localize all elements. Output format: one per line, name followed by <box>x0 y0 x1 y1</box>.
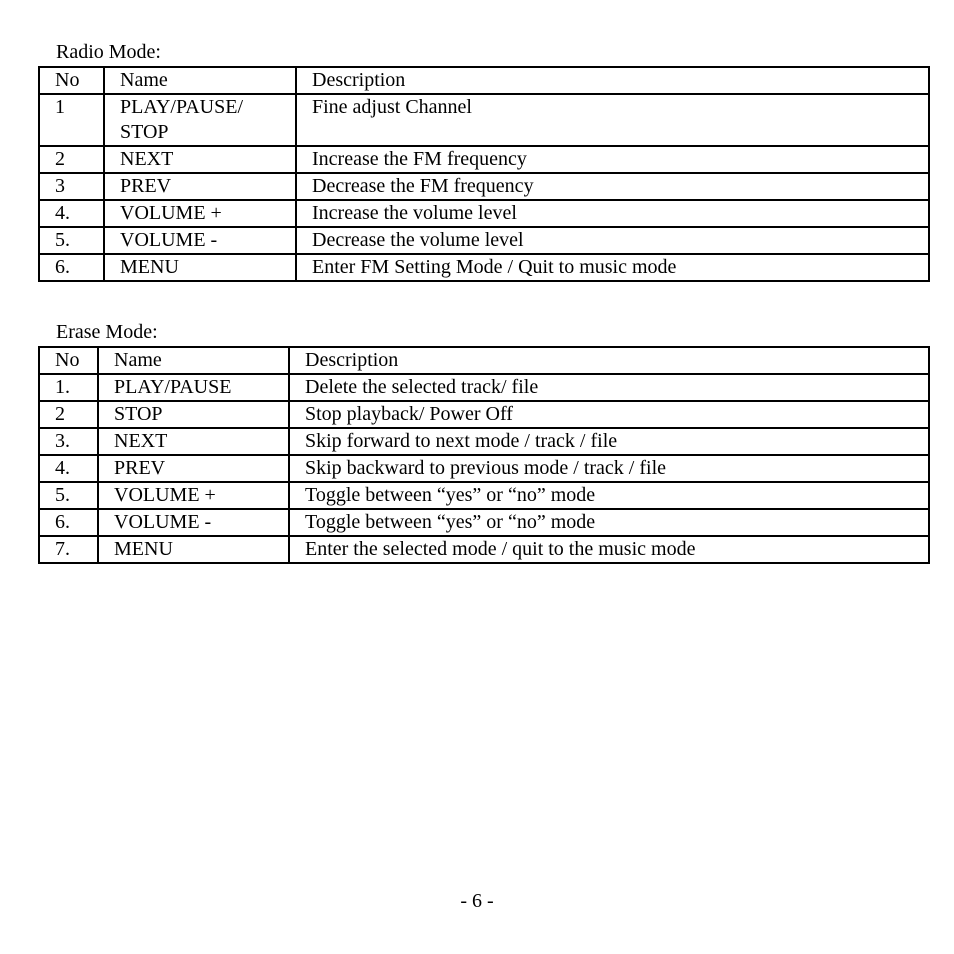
erase-mode-table <box>38 346 930 564</box>
radio-mode-title: Radio Mode: <box>56 41 161 63</box>
row-name: PREV <box>98 455 289 482</box>
row-name: MENU <box>98 536 289 563</box>
table-row <box>39 482 929 509</box>
table-row <box>39 254 929 281</box>
row-no: 3. <box>39 428 98 455</box>
row-description: Toggle between “yes” or “no” mode <box>289 482 929 509</box>
table-row <box>39 200 929 227</box>
row-name: PLAY/PAUSE <box>98 374 289 401</box>
table-row <box>39 401 929 428</box>
row-no: 6. <box>39 254 104 281</box>
table-header-row <box>39 67 929 94</box>
row-no: 7. <box>39 536 98 563</box>
header-description: Description <box>289 347 929 374</box>
header-description: Description <box>296 67 929 94</box>
table-row <box>39 146 929 173</box>
header-no: No <box>39 347 98 374</box>
row-description: Skip backward to previous mode / track / file <box>289 455 929 482</box>
table-row <box>39 428 929 455</box>
row-name: VOLUME - <box>104 227 296 254</box>
table-row <box>39 536 929 563</box>
table-row <box>39 374 929 401</box>
row-no: 6. <box>39 509 98 536</box>
row-no: 1 <box>39 94 104 146</box>
row-description: Decrease the volume level <box>296 227 929 254</box>
row-name: PLAY/PAUSE/ STOP <box>104 94 296 146</box>
row-name: PREV <box>104 173 296 200</box>
row-name: NEXT <box>104 146 296 173</box>
header-no: No <box>39 67 104 94</box>
row-description: Enter the selected mode / quit to the music mode <box>289 536 929 563</box>
row-name: VOLUME - <box>98 509 289 536</box>
row-no: 2 <box>39 146 104 173</box>
row-name: NEXT <box>98 428 289 455</box>
table-row <box>39 173 929 200</box>
row-description: Enter FM Setting Mode / Quit to music mode <box>296 254 929 281</box>
row-no: 3 <box>39 173 104 200</box>
table-row <box>39 509 929 536</box>
row-description: Increase the volume level <box>296 200 929 227</box>
row-description: Skip forward to next mode / track / file <box>289 428 929 455</box>
row-description: Fine adjust Channel <box>296 94 929 146</box>
row-description: Increase the FM frequency <box>296 146 929 173</box>
header-name: Name <box>98 347 289 374</box>
row-no: 4. <box>39 455 98 482</box>
row-no: 4. <box>39 200 104 227</box>
table-row <box>39 94 929 146</box>
row-name: VOLUME + <box>98 482 289 509</box>
row-name: STOP <box>98 401 289 428</box>
table-row <box>39 227 929 254</box>
table-header-row <box>39 347 929 374</box>
row-description: Decrease the FM frequency <box>296 173 929 200</box>
row-name: MENU <box>104 254 296 281</box>
header-name: Name <box>104 67 296 94</box>
table-row <box>39 455 929 482</box>
row-description: Toggle between “yes” or “no” mode <box>289 509 929 536</box>
row-name: VOLUME + <box>104 200 296 227</box>
row-no: 5. <box>39 482 98 509</box>
row-description: Stop playback/ Power Off <box>289 401 929 428</box>
row-no: 2 <box>39 401 98 428</box>
radio-mode-table <box>38 66 930 282</box>
page-number: - 6 - <box>460 890 494 912</box>
erase-mode-title: Erase Mode: <box>56 321 158 343</box>
row-no: 1. <box>39 374 98 401</box>
row-description: Delete the selected track/ file <box>289 374 929 401</box>
row-no: 5. <box>39 227 104 254</box>
